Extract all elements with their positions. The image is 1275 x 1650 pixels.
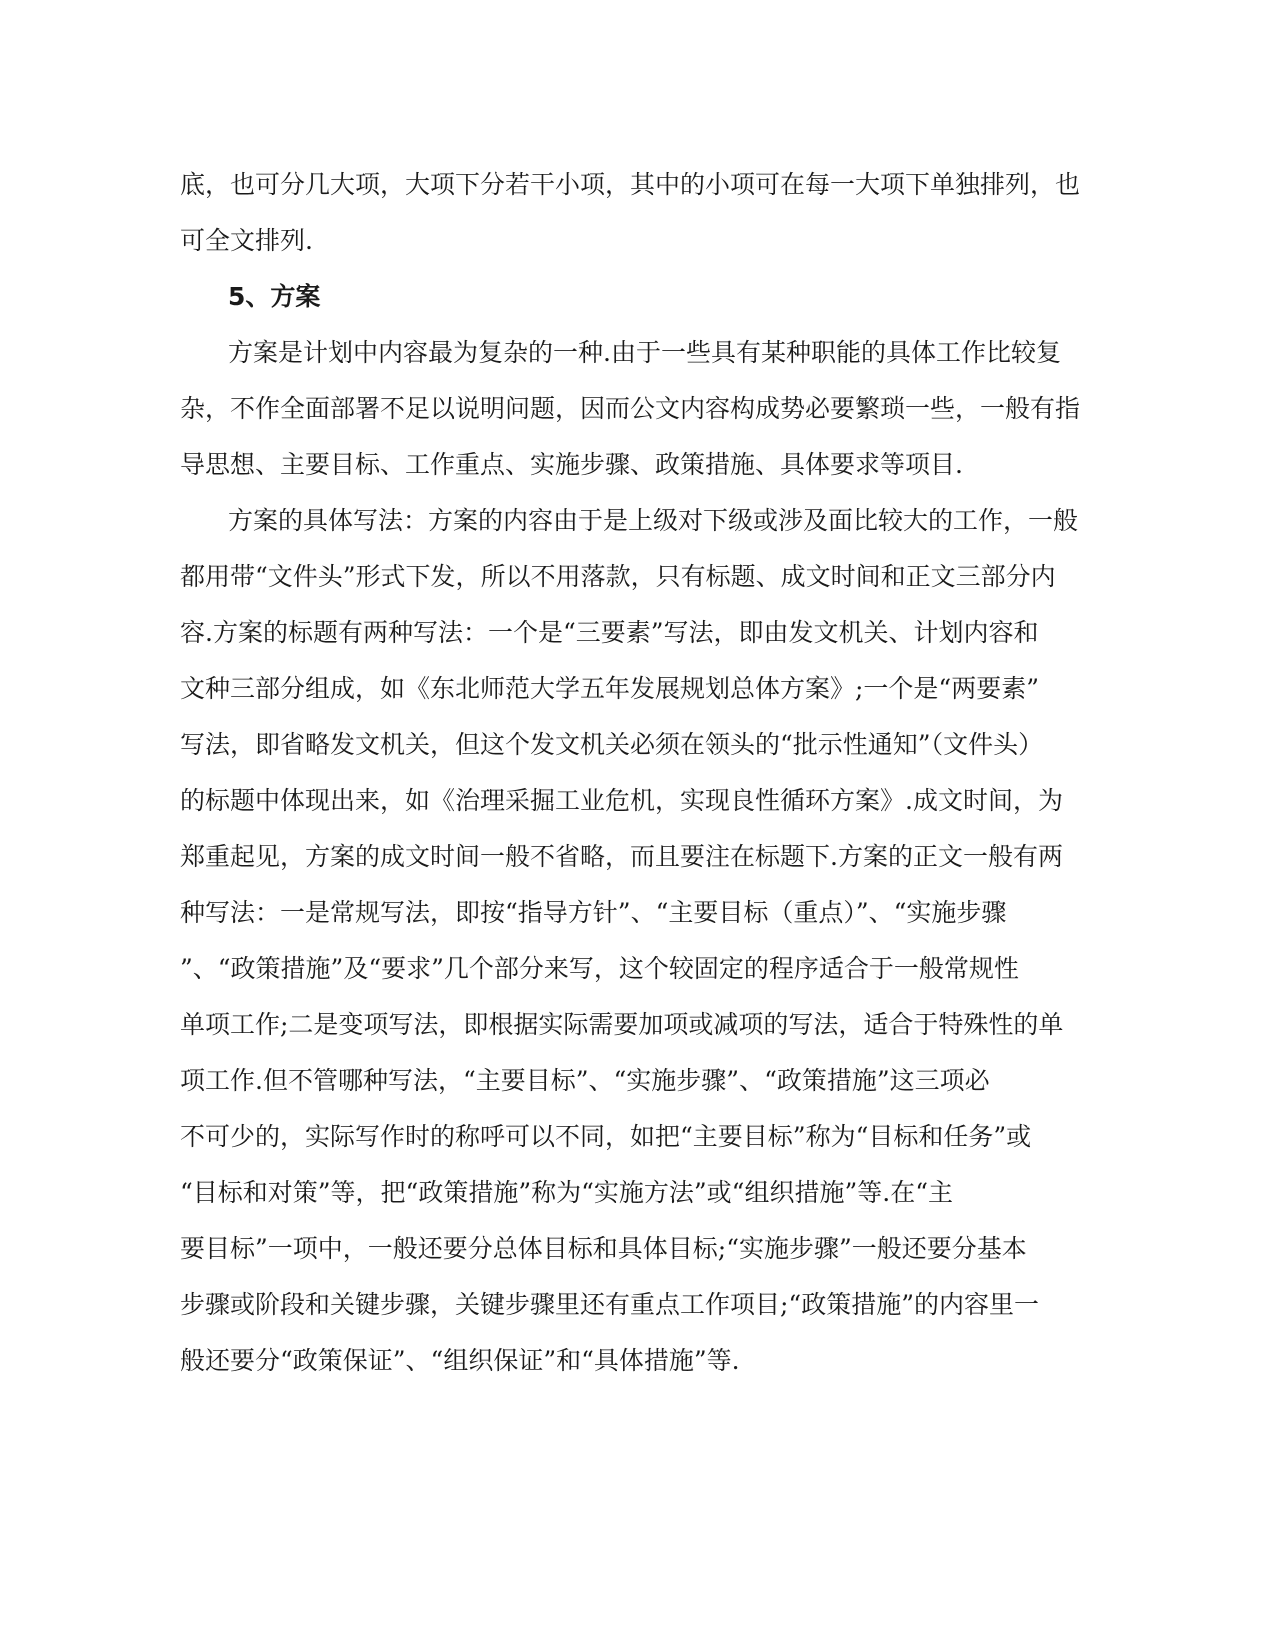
text-line: 导思想、主要目标、工作重点、实施步骤、政策措施、具体要求等项目. xyxy=(180,450,963,479)
text-line: 底，也可分几大项，大项下分若干小项，其中的小项可在每一大项下单独排列，也 xyxy=(180,170,1081,199)
text-line: 可全文排列. xyxy=(180,226,313,255)
text-line: 容.方案的标题有两种写法：一个是“三要素”写法，即由发文机关、计划内容和 xyxy=(180,618,1039,647)
text-line: 要目标”一项中，一般还要分总体目标和具体目标;“实施步骤”一般还要分基本 xyxy=(180,1234,1027,1263)
text-line: 方案是计划中内容最为复杂的一种.由于一些具有某种职能的具体工作比较复 xyxy=(228,338,1061,367)
text-line: 般还要分“政策保证”、“组织保证”和“具体措施”等. xyxy=(180,1346,740,1375)
text-line: 步骤或阶段和关键步骤，关键步骤里还有重点工作项目;“政策措施”的内容里一 xyxy=(180,1290,1039,1319)
text-line: 项工作.但不管哪种写法，“主要目标”、“实施步骤”、“政策措施”这三项必 xyxy=(180,1066,990,1095)
text-line: 种写法：一是常规写法，即按“指导方针”、“主要目标（重点）”、“实施步骤 xyxy=(180,898,1007,927)
text-line: 的标题中体现出来，如《治理采掘工业危机，实现良性循环方案》.成文时间，为 xyxy=(180,786,1063,815)
text-line: 单项工作;二是变项写法，即根据实际需要加项或减项的写法，适合于特殊性的单 xyxy=(180,1010,1064,1039)
section-heading: 5、方案 xyxy=(228,282,321,311)
text-line: 不可少的，实际写作时的称呼可以不同，如把“主要目标”称为“目标和任务”或 xyxy=(180,1122,1032,1151)
text-line: 文种三部分组成，如《东北师范大学五年发展规划总体方案》;一个是“两要素” xyxy=(180,674,1039,703)
text-line: ”、“政策措施”及“要求”几个部分来写，这个较固定的程序适合于一般常规性 xyxy=(180,954,1019,983)
text-line: 写法，即省略发文机关，但这个发文机关必须在领头的“批示性通知”（文件头） xyxy=(180,730,1044,759)
text-line: 杂，不作全面部署不足以说明问题，因而公文内容构成势必要繁琐一些，一般有指 xyxy=(180,394,1081,423)
text-line: “目标和对策”等，把“政策措施”称为“实施方法”或“组织措施”等.在“主 xyxy=(180,1178,953,1207)
text-line: 都用带“文件头”形式下发，所以不用落款，只有标题、成文时间和正文三部分内 xyxy=(180,562,1056,591)
text-line: 郑重起见，方案的成文时间一般不省略，而且要注在标题下.方案的正文一般有两 xyxy=(180,842,1063,871)
text-line: 方案的具体写法：方案的内容由于是上级对下级或涉及面比较大的工作，一般 xyxy=(228,506,1079,535)
